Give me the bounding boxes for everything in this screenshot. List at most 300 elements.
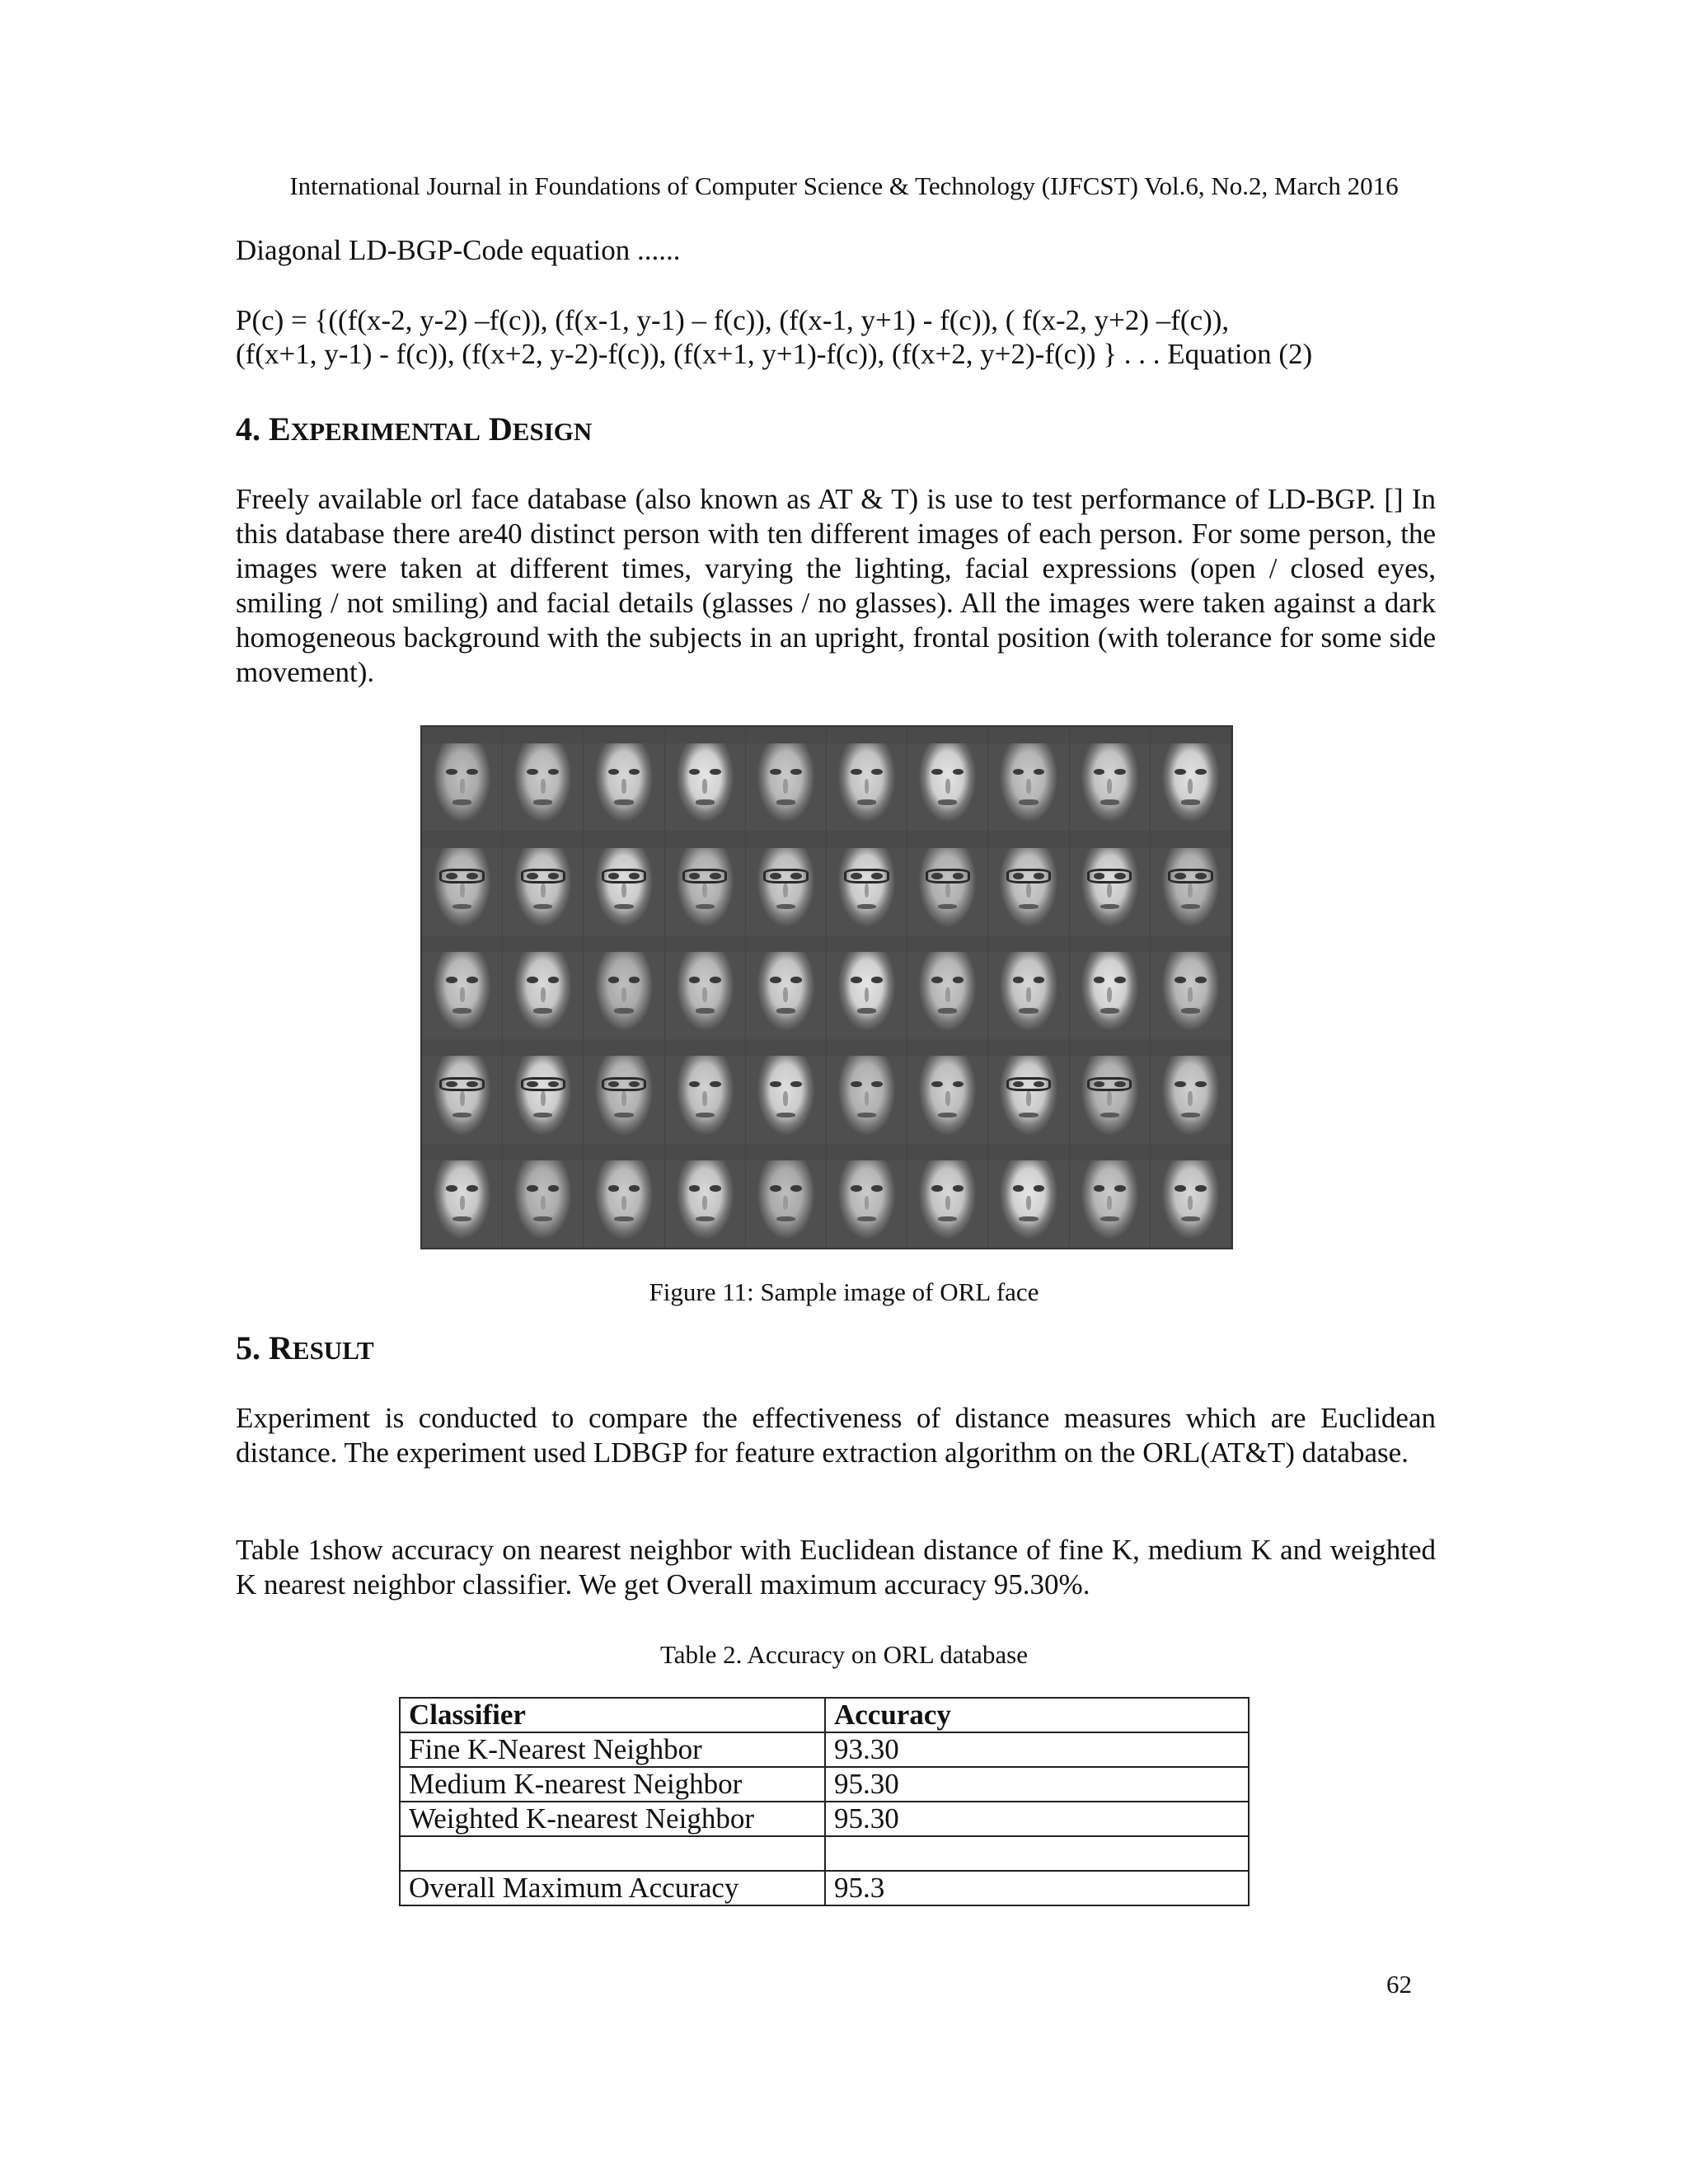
face-feature <box>907 1144 987 1160</box>
face-feature <box>827 1039 907 1056</box>
face-thumbnail <box>1070 1039 1151 1143</box>
face-feature <box>527 769 538 776</box>
table-row <box>400 1871 1249 1905</box>
face-feature <box>783 987 788 1002</box>
face-feature <box>1195 769 1207 776</box>
face-feature <box>790 769 802 776</box>
face-feature <box>503 727 583 743</box>
face-feature <box>851 1185 862 1192</box>
face-feature <box>1188 1196 1193 1211</box>
face-feature <box>614 904 633 909</box>
face-feature <box>770 1185 781 1192</box>
face-feature <box>857 1113 876 1118</box>
face-thumbnail <box>988 1039 1069 1143</box>
face-thumbnail <box>584 1144 664 1248</box>
face-feature <box>907 1039 987 1056</box>
face-feature <box>770 769 781 776</box>
face-feature <box>629 769 640 776</box>
glasses-feature <box>1168 869 1212 883</box>
face-thumbnail <box>665 831 746 935</box>
face-thumbnail <box>907 1144 988 1248</box>
orl-face-sample-figure <box>420 725 1233 1249</box>
face-feature <box>541 779 546 794</box>
face-thumbnail <box>988 831 1069 935</box>
face-feature <box>931 1185 943 1192</box>
face-feature <box>1195 1081 1207 1088</box>
face-thumbnail <box>746 727 827 831</box>
face-feature <box>1034 769 1045 776</box>
face-feature <box>953 1081 964 1088</box>
face-feature <box>865 1091 870 1106</box>
face-feature <box>938 1008 957 1013</box>
face-feature <box>1151 727 1231 743</box>
face-feature <box>422 1039 502 1056</box>
face-feature <box>1100 799 1119 804</box>
glasses-feature <box>602 1077 646 1092</box>
face-feature <box>1151 1144 1231 1160</box>
result-paragraph-1: Experiment is conducted to compare the effectiveness of distance measures which are Euclidean distance. The experiment used LDBGP for feature extraction algorithm on the ORL(AT&T) database. <box>236 1402 1436 1469</box>
face-feature <box>1026 987 1031 1002</box>
section-5-heading: 5. RESULT <box>236 1329 374 1366</box>
face-feature <box>702 1091 707 1106</box>
face-thumbnail <box>988 935 1069 1039</box>
face-feature <box>938 904 957 909</box>
face-feature <box>1107 779 1112 794</box>
face-feature <box>422 1144 502 1160</box>
face-feature <box>452 1216 471 1221</box>
face-feature <box>1070 935 1150 952</box>
face-thumbnail <box>1151 935 1231 1039</box>
face-feature <box>446 769 457 776</box>
face-feature <box>827 935 907 952</box>
face-feature <box>746 1039 826 1056</box>
diagonal-equation-label: Diagonal LD-BGP-Code equation ...... <box>236 234 681 266</box>
face-feature <box>938 799 957 804</box>
face-feature <box>1019 1008 1038 1013</box>
face-feature <box>871 977 883 983</box>
face-feature <box>790 1081 802 1088</box>
face-thumbnail <box>503 935 584 1039</box>
face-feature <box>945 1196 950 1211</box>
table-row <box>400 1767 1249 1802</box>
face-feature <box>665 831 745 847</box>
face-feature <box>696 904 715 909</box>
face-thumbnail <box>584 1039 664 1143</box>
face-feature <box>827 831 907 847</box>
face-feature <box>1107 1196 1112 1211</box>
face-feature <box>689 1185 701 1192</box>
table-header-row <box>400 1698 1249 1732</box>
face-feature <box>865 987 870 1002</box>
face-feature <box>783 779 788 794</box>
face-feature <box>1026 883 1031 898</box>
face-feature <box>857 1216 876 1221</box>
face-feature <box>1114 769 1126 776</box>
glasses-feature <box>602 869 646 883</box>
face-feature <box>533 1008 552 1013</box>
face-feature <box>938 1113 957 1118</box>
face-feature <box>460 883 465 898</box>
face-thumbnail <box>665 1039 746 1143</box>
face-feature <box>621 1091 626 1106</box>
face-feature <box>452 1008 471 1013</box>
face-feature <box>907 935 987 952</box>
face-thumbnail <box>1070 935 1151 1039</box>
face-feature <box>710 977 721 983</box>
face-feature <box>827 1144 907 1160</box>
face-thumbnail <box>503 1039 584 1143</box>
face-feature <box>953 1185 964 1192</box>
face-feature <box>696 1008 715 1013</box>
face-feature <box>614 1216 633 1221</box>
face-feature <box>907 831 987 847</box>
face-feature <box>689 1081 701 1088</box>
glasses-feature <box>763 869 808 883</box>
face-feature <box>1026 1196 1031 1211</box>
face-thumbnail <box>665 727 746 831</box>
face-feature <box>1013 769 1025 776</box>
face-thumbnail <box>988 1144 1069 1248</box>
face-feature <box>1070 727 1150 743</box>
face-feature <box>548 977 560 983</box>
face-feature <box>931 1081 943 1088</box>
glasses-feature <box>1087 869 1132 883</box>
face-feature <box>871 1081 883 1088</box>
face-feature <box>1151 831 1231 847</box>
table-row <box>400 1732 1249 1767</box>
face-feature <box>1188 1091 1193 1106</box>
face-feature <box>665 727 745 743</box>
face-feature <box>1188 883 1193 898</box>
face-feature <box>783 1091 788 1106</box>
face-feature <box>1175 769 1186 776</box>
face-thumbnail <box>422 1144 503 1248</box>
face-feature <box>1100 904 1119 909</box>
face-feature <box>776 1008 795 1013</box>
face-feature <box>988 1039 1068 1056</box>
face-feature <box>1100 1216 1119 1221</box>
face-feature <box>1034 1185 1045 1192</box>
face-feature <box>422 831 502 847</box>
figure-caption: Figure 11: Sample image of ORL face <box>649 1277 1039 1306</box>
face-feature <box>460 1091 465 1106</box>
face-feature <box>865 1196 870 1211</box>
face-feature <box>503 935 583 952</box>
face-feature <box>710 769 721 776</box>
face-feature <box>907 727 987 743</box>
face-feature <box>1019 1113 1038 1118</box>
face-feature <box>710 1081 721 1088</box>
face-feature <box>1181 904 1200 909</box>
face-feature <box>746 935 826 952</box>
face-thumbnail <box>907 935 988 1039</box>
face-feature <box>776 799 795 804</box>
face-feature <box>1195 1185 1207 1192</box>
face-feature <box>783 1196 788 1211</box>
face-feature <box>931 769 943 776</box>
face-thumbnail <box>422 1039 503 1143</box>
glasses-feature <box>439 869 484 883</box>
face-feature <box>1181 1113 1200 1118</box>
face-feature <box>584 831 663 847</box>
face-thumbnail <box>1151 1039 1231 1143</box>
running-header: International Journal in Foundations of Computer Science & Technology (IJFCST) Vol.6, No.2, March 2016 <box>289 171 1399 200</box>
face-feature <box>460 987 465 1002</box>
face-feature <box>988 1144 1068 1160</box>
table-row <box>400 1836 1249 1871</box>
face-feature <box>945 883 950 898</box>
face-feature <box>702 1196 707 1211</box>
face-feature <box>533 1216 552 1221</box>
face-thumbnail <box>827 1144 907 1248</box>
face-thumbnail <box>746 1039 827 1143</box>
face-feature <box>696 799 715 804</box>
accuracy-cell: 93.30 <box>825 1732 1249 1767</box>
face-feature <box>1013 977 1025 983</box>
face-feature <box>1019 799 1038 804</box>
face-feature <box>1026 1091 1031 1106</box>
accuracy-cell: 95.30 <box>825 1767 1249 1802</box>
face-feature <box>1114 977 1126 983</box>
face-feature <box>1107 883 1112 898</box>
face-feature <box>584 727 663 743</box>
face-thumbnail <box>907 831 988 935</box>
face-thumbnail <box>827 935 907 1039</box>
face-feature <box>1181 1008 1200 1013</box>
face-feature <box>857 799 876 804</box>
face-thumbnail <box>746 831 827 935</box>
face-thumbnail <box>827 1039 907 1143</box>
face-feature <box>770 977 781 983</box>
face-feature <box>1013 1185 1025 1192</box>
face-thumbnail <box>1151 1144 1231 1248</box>
face-feature <box>851 977 862 983</box>
face-thumbnail <box>584 935 664 1039</box>
face-feature <box>541 987 546 1002</box>
face-feature <box>1094 769 1105 776</box>
face-feature <box>746 831 826 847</box>
classifier-cell: Overall Maximum Accuracy <box>400 1871 825 1905</box>
face-feature <box>503 1039 583 1056</box>
face-feature <box>1188 987 1193 1002</box>
face-thumbnail <box>746 1144 827 1248</box>
classifier-cell: Medium K-nearest Neighbor <box>400 1767 825 1802</box>
face-feature <box>629 1185 640 1192</box>
face-feature <box>608 769 620 776</box>
face-feature <box>696 1113 715 1118</box>
face-thumbnail <box>503 1144 584 1248</box>
accuracy-table <box>399 1697 1250 1906</box>
face-feature <box>1094 977 1105 983</box>
face-feature <box>1188 779 1193 794</box>
face-thumbnail <box>746 935 827 1039</box>
face-feature <box>548 1185 560 1192</box>
table-row <box>400 1802 1249 1836</box>
equation-line-1: P(c) = {((f(x-2, y-2) –f(c)), (f(x-1, y-1) – f(c)), (f(x-1, y+1) - f(c)), ( f(x-2, y+2) –f(c)), <box>236 304 1230 336</box>
face-feature <box>746 727 826 743</box>
face-thumbnail <box>1151 727 1231 831</box>
face-feature <box>608 1185 620 1192</box>
face-feature <box>452 904 471 909</box>
face-feature <box>827 727 907 743</box>
face-feature <box>614 799 633 804</box>
accuracy-cell <box>825 1836 1249 1871</box>
face-feature <box>446 1185 457 1192</box>
glasses-feature <box>682 869 727 883</box>
face-feature <box>1100 1008 1119 1013</box>
face-feature <box>953 977 964 983</box>
face-feature <box>1019 904 1038 909</box>
accuracy-cell: 95.30 <box>825 1802 1249 1836</box>
face-feature <box>665 1039 745 1056</box>
face-feature <box>503 831 583 847</box>
face-feature <box>1026 779 1031 794</box>
face-thumbnail <box>827 831 907 935</box>
face-feature <box>1114 1185 1126 1192</box>
glasses-feature <box>521 869 565 883</box>
face-feature <box>988 727 1068 743</box>
face-feature <box>865 883 870 898</box>
section-4-heading: 4. EXPERIMENTAL DESIGN <box>236 410 593 448</box>
face-thumbnail <box>665 1144 746 1248</box>
face-feature <box>770 1081 781 1088</box>
face-feature <box>790 1185 802 1192</box>
face-thumbnail <box>1070 727 1151 831</box>
face-feature <box>696 1216 715 1221</box>
face-feature <box>621 883 626 898</box>
face-feature <box>541 883 546 898</box>
face-feature <box>931 977 943 983</box>
face-feature <box>422 727 502 743</box>
face-feature <box>702 883 707 898</box>
face-feature <box>945 987 950 1002</box>
face-feature <box>689 977 701 983</box>
classifier-cell: Fine K-Nearest Neighbor <box>400 1732 825 1767</box>
face-feature <box>533 1113 552 1118</box>
face-thumbnail <box>422 935 503 1039</box>
face-feature <box>1070 1144 1150 1160</box>
table-caption: Table 2. Accuracy on ORL database <box>659 1640 1028 1669</box>
face-thumbnail <box>827 727 907 831</box>
face-feature <box>614 1113 633 1118</box>
face-thumbnail <box>422 831 503 935</box>
face-thumbnail <box>1151 831 1231 935</box>
face-feature <box>953 769 964 776</box>
face-feature <box>988 831 1068 847</box>
face-feature <box>776 1113 795 1118</box>
face-thumbnail <box>988 727 1069 831</box>
glasses-feature <box>1006 869 1051 883</box>
face-feature <box>452 1113 471 1118</box>
glasses-feature <box>926 869 970 883</box>
face-feature <box>871 1185 883 1192</box>
face-feature <box>503 1144 583 1160</box>
face-feature <box>467 977 478 983</box>
glasses-feature <box>439 1077 484 1092</box>
face-thumbnail <box>584 727 664 831</box>
face-feature <box>1070 831 1150 847</box>
classifier-cell: Weighted K-nearest Neighbor <box>400 1802 825 1836</box>
face-feature <box>1175 1185 1186 1192</box>
face-feature <box>1107 987 1112 1002</box>
face-feature <box>702 987 707 1002</box>
face-feature <box>460 1196 465 1211</box>
face-feature <box>1019 1216 1038 1221</box>
face-feature <box>614 1008 633 1013</box>
face-thumbnail <box>907 727 988 831</box>
face-thumbnail <box>503 727 584 831</box>
face-feature <box>776 904 795 909</box>
face-feature <box>467 1185 478 1192</box>
face-feature <box>541 1091 546 1106</box>
face-feature <box>1175 1081 1186 1088</box>
face-feature <box>584 935 663 952</box>
face-feature <box>988 935 1068 952</box>
classifier-cell <box>400 1836 825 1871</box>
face-feature <box>851 769 862 776</box>
face-thumbnail <box>422 727 503 831</box>
face-feature <box>452 799 471 804</box>
face-feature <box>1151 935 1231 952</box>
face-feature <box>584 1039 663 1056</box>
face-feature <box>665 935 745 952</box>
glasses-feature <box>521 1077 565 1092</box>
face-feature <box>871 769 883 776</box>
face-feature <box>584 1144 663 1160</box>
face-feature <box>533 799 552 804</box>
glasses-feature <box>1006 1077 1051 1092</box>
face-feature <box>689 769 701 776</box>
face-feature <box>857 1008 876 1013</box>
face-feature <box>1034 977 1045 983</box>
experimental-design-paragraph: Freely available orl face database (also known as AT & T) is use to test performance of LD-BGP. [] In this database there are40 distinct person with ten different images of each person. For some person, the images were taken at different times, varying the lighting, facial expressions (open / closed eyes, smiling / not smiling) and facial details (glasses / no glasses). All the images were taken against a dark homogeneous background with the subjects in an upright, frontal position (with tolerance for some side movement). <box>236 483 1436 688</box>
face-feature <box>1175 977 1186 983</box>
face-feature <box>945 1091 950 1106</box>
face-feature <box>665 1144 745 1160</box>
face-feature <box>851 1081 862 1088</box>
face-feature <box>945 779 950 794</box>
face-thumbnail <box>503 831 584 935</box>
face-feature <box>1151 1039 1231 1056</box>
face-feature <box>938 1216 957 1221</box>
face-feature <box>857 904 876 909</box>
face-feature <box>527 977 538 983</box>
accuracy-cell: 95.3 <box>825 1871 1249 1905</box>
face-feature <box>621 987 626 1002</box>
face-thumbnail <box>1070 1144 1151 1248</box>
glasses-feature <box>844 869 889 883</box>
header-accuracy: Accuracy <box>825 1698 1249 1732</box>
face-feature <box>1070 1039 1150 1056</box>
face-feature <box>1094 1185 1105 1192</box>
face-feature <box>527 1185 538 1192</box>
face-thumbnail <box>665 935 746 1039</box>
result-paragraph-2: Table 1show accuracy on nearest neighbor with Euclidean distance of fine K, medium K and weighted K nearest neighbor classifier. We get Overall maximum accuracy 95.30%. <box>236 1534 1436 1601</box>
face-feature <box>1100 1113 1119 1118</box>
face-feature <box>1181 799 1200 804</box>
glasses-feature <box>1087 1077 1132 1092</box>
equation-line-2: (f(x+1, y-1) - f(c)), (f(x+2, y-2)-f(c)), (f(x+1, y+1)-f(c)), (f(x+2, y+2)-f(c)) } . . . Equation (2) <box>236 338 1313 370</box>
page-number: 62 <box>1386 1970 1412 1999</box>
face-feature <box>702 779 707 794</box>
face-thumbnail <box>584 831 664 935</box>
face-feature <box>1195 977 1207 983</box>
face-feature <box>422 935 502 952</box>
face-feature <box>541 1196 546 1211</box>
face-feature <box>1107 1091 1112 1106</box>
face-feature <box>783 883 788 898</box>
face-feature <box>790 977 802 983</box>
